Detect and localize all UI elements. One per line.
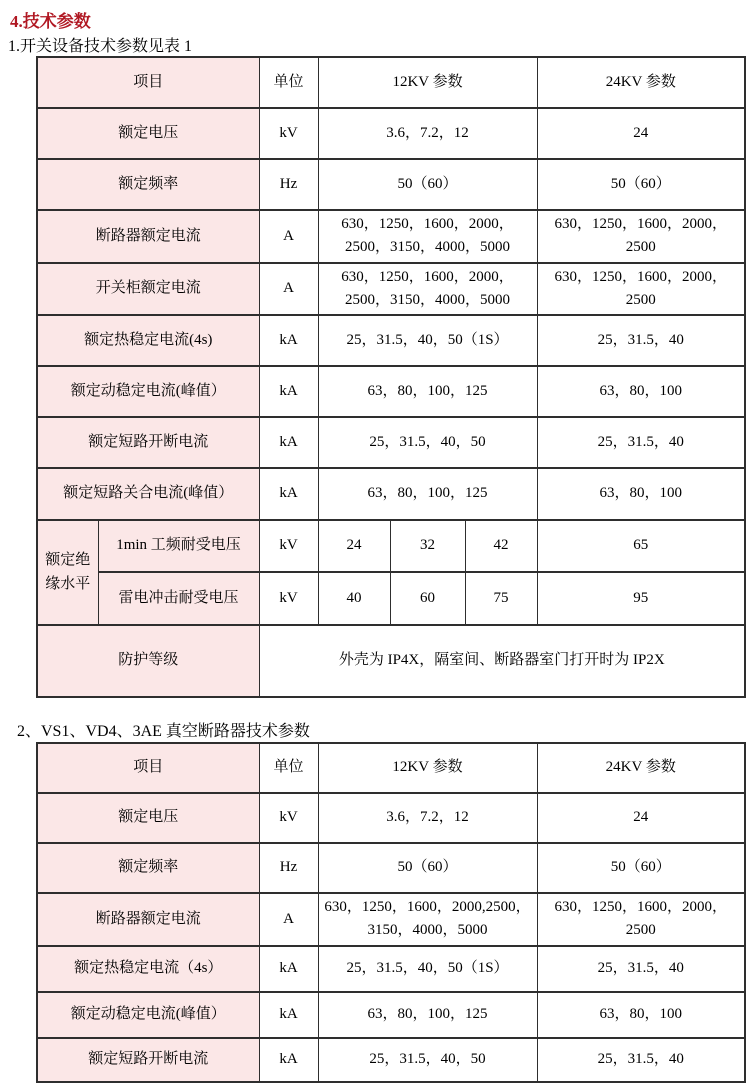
value-12kv-sub3-cell: 42: [465, 520, 537, 572]
unit-cell: kA: [259, 946, 318, 992]
value-12kv-cell: 3.6，7.2，12: [318, 108, 537, 159]
unit-cell: kA: [259, 315, 318, 366]
table-row: [37, 210, 745, 263]
header-unit: 单位: [259, 743, 318, 793]
vacuum-breaker-parameters-table: [36, 742, 746, 1083]
item-label-cell: 断路器额定电流: [37, 893, 259, 946]
value-12kv-cell: 50（60）: [318, 159, 537, 210]
unit-cell: kV: [259, 520, 318, 572]
table-row: [37, 1038, 745, 1082]
value-24kv-cell: 50（60）: [537, 159, 745, 210]
header-item: 项目: [37, 57, 259, 108]
value-12kv-cell: 63，80，100，125: [318, 468, 537, 520]
item-label-cell: 额定电压: [37, 108, 259, 159]
insulation-row-lightning-impulse: [37, 572, 745, 625]
unit-cell: kA: [259, 366, 318, 417]
unit-cell: kA: [259, 1038, 318, 1082]
value-12kv-cell: 630，1250，1600，2000,2500，3150，4000，5000: [318, 893, 537, 946]
item-label-cell: 额定短路开断电流: [37, 1038, 259, 1082]
table-row: [37, 946, 745, 992]
unit-cell: kV: [259, 793, 318, 843]
protection-degree-row: [37, 625, 745, 697]
value-24kv-cell: 24: [537, 793, 745, 843]
item-label-cell: 额定电压: [37, 793, 259, 843]
item-label-cell: 防护等级: [37, 625, 259, 697]
item-label-cell: 断路器额定电流: [37, 210, 259, 263]
unit-cell: A: [259, 893, 318, 946]
unit-cell: A: [259, 210, 318, 263]
value-12kv-sub2-cell: 60: [390, 572, 465, 625]
value-24kv-cell: 65: [537, 520, 745, 572]
value-12kv-cell: 25，31.5，40，50: [318, 1038, 537, 1082]
value-12kv-cell: 630，1250，1600，2000，2500，3150，4000，5000: [318, 263, 537, 316]
header-item: 项目: [37, 743, 259, 793]
table-header-row: [37, 743, 745, 793]
insulation-row-power-frequency: [37, 520, 745, 572]
unit-cell: kV: [259, 108, 318, 159]
value-24kv-cell: 630，1250，1600，2000，2500: [537, 263, 745, 316]
item-label-cell: 额定频率: [37, 159, 259, 210]
protection-value-cell: 外壳为 IP4X，隔室间、断路器室门打开时为 IP2X: [259, 625, 745, 697]
header-12kv: 12KV 参数: [318, 57, 537, 108]
unit-cell: Hz: [259, 159, 318, 210]
unit-cell: kA: [259, 992, 318, 1038]
unit-cell: kA: [259, 417, 318, 468]
section-heading-vacuum-breaker: 2、VS1、VD4、3AE 真空断路器技术参数: [17, 723, 310, 740]
value-12kv-cell: 50（60）: [318, 843, 537, 893]
value-12kv-cell: 63，80，100，125: [318, 366, 537, 417]
table-row: [37, 159, 745, 210]
value-24kv-cell: 630，1250，1600，2000，2500: [537, 893, 745, 946]
item-label-cell: 额定短路开断电流: [37, 417, 259, 468]
value-12kv-cell: 25，31.5，40，50: [318, 417, 537, 468]
item-sublabel-cell: 雷电冲击耐受电压: [98, 572, 259, 625]
table-row: [37, 366, 745, 417]
table-row: [37, 893, 745, 946]
item-label-cell: 额定热稳定电流（4s）: [37, 946, 259, 992]
page-title: 4.技术参数: [10, 12, 91, 31]
header-24kv: 24KV 参数: [537, 743, 745, 793]
table-row: [37, 793, 745, 843]
header-24kv: 24KV 参数: [537, 57, 745, 108]
item-label-cell: 开关柜额定电流: [37, 263, 259, 316]
item-label-cell: 额定动稳定电流(峰值）: [37, 366, 259, 417]
value-24kv-cell: 63，80，100: [537, 992, 745, 1038]
table-header-row: [37, 57, 745, 108]
table-row: [37, 108, 745, 159]
insulation-group-label-cell: 额定绝缘水平: [37, 520, 98, 625]
value-24kv-cell: 63，80，100: [537, 366, 745, 417]
table-row: [37, 315, 745, 366]
value-24kv-cell: 25，31.5，40: [537, 946, 745, 992]
value-24kv-cell: 630，1250，1600，2000，2500: [537, 210, 745, 263]
value-24kv-cell: 24: [537, 108, 745, 159]
table-row: [37, 468, 745, 520]
switchgear-parameters-table: [36, 56, 746, 698]
value-12kv-sub2-cell: 32: [390, 520, 465, 572]
value-12kv-cell: 63，80，100，125: [318, 992, 537, 1038]
item-sublabel-cell: 1min 工频耐受电压: [98, 520, 259, 572]
value-24kv-cell: 63，80，100: [537, 468, 745, 520]
value-12kv-cell: 3.6，7.2，12: [318, 793, 537, 843]
value-24kv-cell: 95: [537, 572, 745, 625]
value-12kv-sub1-cell: 24: [318, 520, 390, 572]
value-24kv-cell: 50（60）: [537, 843, 745, 893]
unit-cell: Hz: [259, 843, 318, 893]
item-label-cell: 额定动稳定电流(峰值）: [37, 992, 259, 1038]
unit-cell: kV: [259, 572, 318, 625]
table-row: [37, 843, 745, 893]
value-24kv-cell: 25，31.5，40: [537, 315, 745, 366]
value-12kv-cell: 25，31.5，40，50（1S）: [318, 946, 537, 992]
value-12kv-cell: 25，31.5，40，50（1S）: [318, 315, 537, 366]
item-label-cell: 额定频率: [37, 843, 259, 893]
table-row: [37, 992, 745, 1038]
item-label-cell: 额定热稳定电流(4s): [37, 315, 259, 366]
value-12kv-sub1-cell: 40: [318, 572, 390, 625]
unit-cell: kA: [259, 468, 318, 520]
value-12kv-sub3-cell: 75: [465, 572, 537, 625]
header-12kv: 12KV 参数: [318, 743, 537, 793]
item-label-cell: 额定短路关合电流(峰值）: [37, 468, 259, 520]
section-heading-switchgear: 1.开关设备技术参数见表 1: [8, 38, 193, 55]
header-unit: 单位: [259, 57, 318, 108]
table-row: [37, 263, 745, 316]
unit-cell: A: [259, 263, 318, 316]
value-24kv-cell: 25，31.5，40: [537, 1038, 745, 1082]
value-24kv-cell: 25，31.5，40: [537, 417, 745, 468]
table-row: [37, 417, 745, 468]
value-12kv-cell: 630，1250，1600，2000，2500，3150，4000，5000: [318, 210, 537, 263]
